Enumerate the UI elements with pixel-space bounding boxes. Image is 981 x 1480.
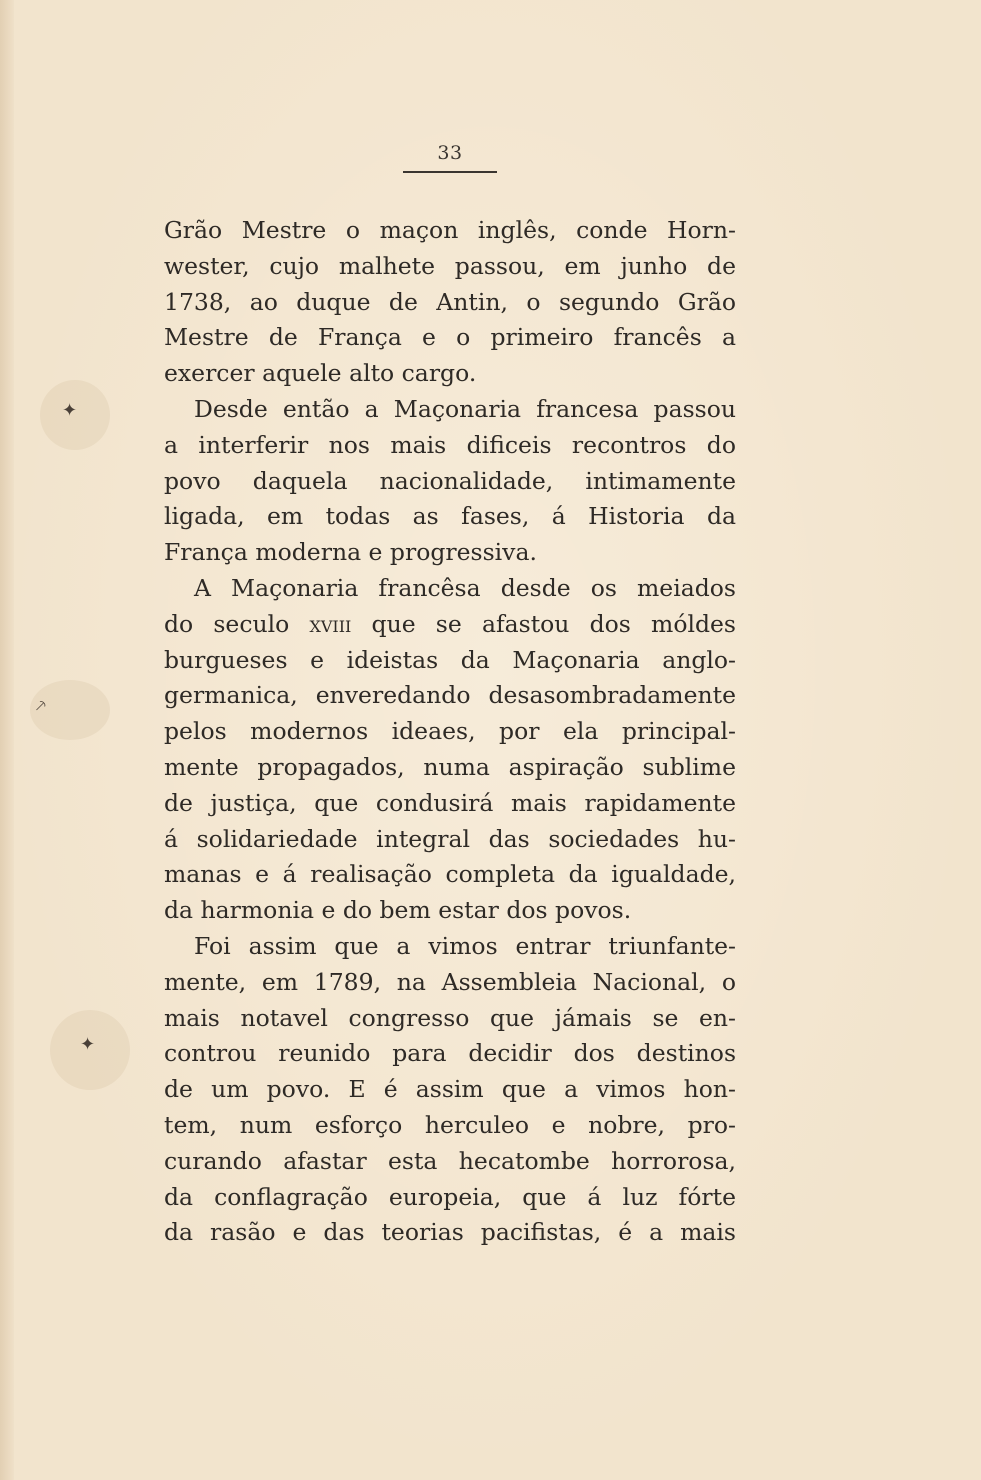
text-line: exercer aquele alto cargo. [164, 359, 477, 388]
binding-hole-mark-icon: ✦ [80, 1034, 96, 1055]
text-line: mente, em 1789, na Assembleia Nacional, o [164, 967, 736, 996]
body-text [164, 213, 736, 1251]
text-line: de justiça, que condusirá mais rapidamente [164, 788, 736, 817]
text-line: Desde então a Maçonaria francesa passou [194, 394, 736, 423]
text-line: Grão Mestre o maçon inglês, conde Horn- [164, 216, 736, 244]
page-binding-edge [0, 0, 14, 1480]
text-line: ligada, em todas as fases, á Historia da [164, 502, 736, 531]
text-line: povo daquela nacionalidade, intimamente [164, 466, 736, 495]
text-line: burgueses e ideistas da Maçonaria anglo- [164, 645, 736, 674]
roman-numeral: xviii [309, 609, 352, 638]
text-line: Foi assim que a vimos entrar triunfante- [194, 931, 736, 960]
text-line: do seculo xviii que se afastou dos móldes [164, 609, 736, 638]
text-line: mais notavel congresso que jámais se en- [164, 1003, 736, 1032]
text-line: A Maçonaria francêsa desde os meiados [194, 573, 736, 602]
page-number: 33 [437, 142, 463, 164]
text-line: da conflagração europeia, que á luz fórte [164, 1182, 736, 1211]
text-line: tem, num esforço herculeo e nobre, pro- [164, 1110, 736, 1139]
text-line: wester, cujo malhete passou, em junho de [164, 251, 736, 280]
binding-hole-mark-icon: ✦ [62, 400, 78, 421]
binding-hole-mark-icon: ⸕ [34, 695, 48, 716]
text-line: curando afastar esta hecatombe horrorosa, [164, 1146, 736, 1175]
text-line: da harmonia e do bem estar dos povos. [164, 896, 632, 925]
text-line: pelos modernos ideaes, por ela principal- [164, 717, 736, 746]
text-line: 1738, ao duque de Antin, o segundo Grão [164, 287, 736, 316]
text-line: germanica, enveredando desasombradamente [164, 681, 736, 710]
page-number-underline [403, 171, 497, 173]
text-line: mente propagados, numa aspiração sublime [164, 752, 736, 781]
text-line: da rasão e das teorias pacifistas, é a mais [164, 1218, 736, 1247]
text-line: França moderna e progressiva. [164, 538, 537, 567]
text-line: á solidariedade integral das sociedades hu- [164, 824, 736, 853]
text-line: de um povo. E é assim que a vimos hon- [164, 1075, 736, 1104]
text-line: a interferir nos mais dificeis recontros do [164, 430, 736, 459]
text-line: manas e á realisação completa da igualdade, [164, 860, 736, 889]
text-line: Mestre de França e o primeiro francês a [164, 323, 736, 352]
text-line: controu reunido para decidir dos destinos [164, 1039, 736, 1068]
